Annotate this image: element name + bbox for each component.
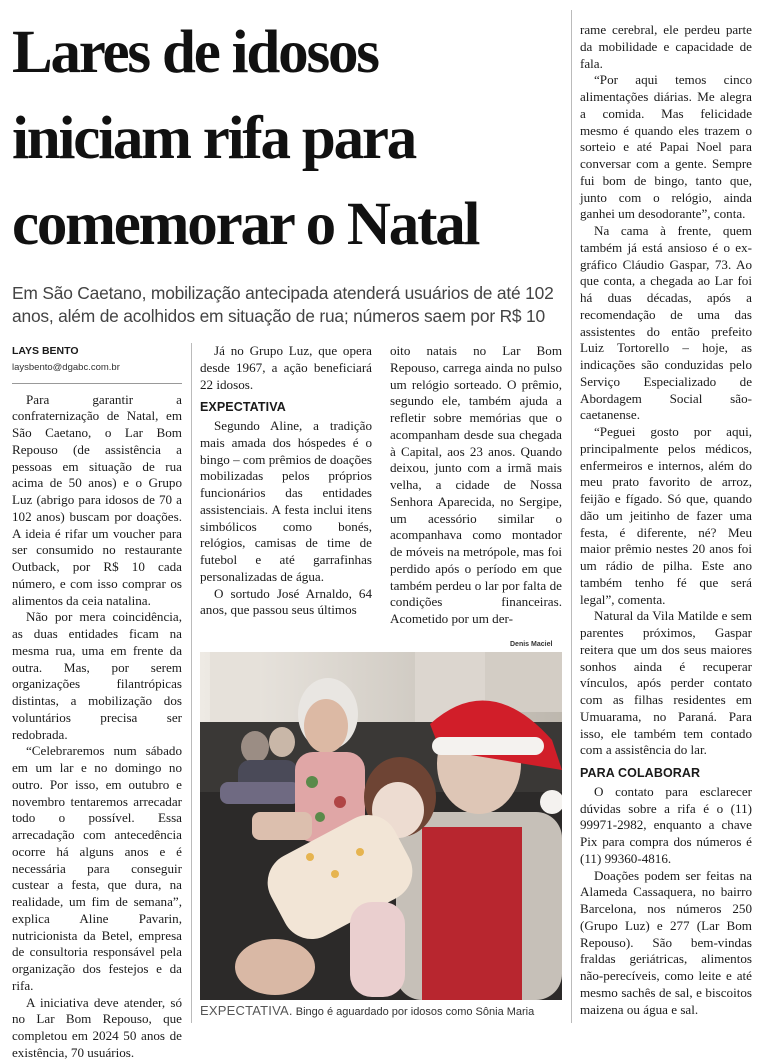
paragraph: “Por aqui temos cinco alimentações diárias. Me alegra a comida. Mas felicidade mesmo é quando eles trazem o sorteio e até Papai Noel para conversar com a gente. Sempre fui bom de bingo, tanto que, junto com o relógio, ainda ganhei um desodorante”, conta. (580, 72, 752, 222)
caption-text: Bingo é aguardado por idosos como Sônia Maria (295, 1006, 535, 1018)
paragraph: oito natais no Lar Bom Repouso, carrega ainda no pulso um relógio sorteado. O prêmio, segundo ele, também ajuda a refletir sobre memórias que o acompanham desde sua chegada à Capital, aos 23 anos. Quando deixou, junto com a irmã mais velha, a cidade de Nossa Senhora Aparecida, no Sergipe, um acessório similar o acompanhava como montador de móveis na metrópole, mas foi perdido após o período em que também perdeu o lar por falta de condições financeiras. Acometido por um der- (390, 343, 562, 626)
paragraph: Natural da Vila Matilde e sem parentes próximos, Gaspar reitera que um dos seus maiores sonhos ainda é recuperar vínculos, após perder contato com as filhas residentes em Umuarama, no Paraná. Para isso, ele também tem contado com a assistência do lar. (580, 608, 752, 758)
paragraph: O contato para esclarecer dúvidas sobre a rifa é o (11) 99971-2982, enquanto a chave Pix para compra dos números é (11) 99360-4816. (580, 783, 752, 866)
headline-line-2: iniciam rifa para (12, 105, 416, 172)
subheadline: Em São Caetano, mobilização antecipada atenderá usuários de até 102 anos, além de acolhidos em situação de rua; números saem por R$ 10 (12, 283, 554, 326)
headline-line-1: Lares de idosos (12, 19, 378, 86)
byline-email[interactable]: laysbento@dgabc.com.br (12, 361, 120, 373)
paragraph: Já no Grupo Luz, que opera desde 1967, a ação beneficiará 22 idosos. (200, 343, 372, 392)
paragraph: Segundo Aline, a tradição mais amada dos hóspedes é o bingo – com prêmios de doações mobilizadas pelos próprios funcionários das entidades assistenciais. A festa inclui itens simbólicos como bonés, relógios, camisas de time de futebol e até garrafinhas personalizadas de água. (200, 418, 372, 584)
paragraph: “Peguei gosto por aqui, principalmente pelos médicos, enfermeiros e internos, além do meu prato favorito de arroz, feijão e fígado. Só que, quando dão um jeitinho de fazer uma festa, é diferente, né? Meu maior prêmio nestes 20 anos foi um rádio de pilha. Este ano também tenho fé que será legal”, comenta. (580, 424, 752, 607)
article-column-3 (390, 343, 562, 628)
article-column-1 (12, 343, 182, 1062)
paragraph: Na cama à frente, quem também já está ansioso é o ex-gráfico Cláudio Gaspar, 73. Ao que conta, a chegada ao Lar foi há duas décadas, após a recomendação de uma das assistentes do então prefeito Luiz Tortorello – hoje, as indicações são conduzidas pelo Serviço Especializado de Abordagem Social são-caetanense. (580, 223, 752, 423)
headline (12, 10, 572, 268)
article-photo (200, 652, 562, 1000)
caption-label: EXPECTATIVA. (200, 1003, 293, 1018)
photo-credit: Denis Maciel (510, 641, 553, 648)
paragraph: A iniciativa deve atender, só no Lar Bom Repouso, que completou em 2024 50 anos de existência, 70 usuários. (12, 994, 182, 1060)
paragraph: Doações podem ser feitas na Alameda Cassaquera, no bairro Barcelona, nos números 250 (Grupo Luz) e 277 (Lar Bom Repouso). São bem-vindas fraldas geriátricas, alimentos não-perecíveis, como leite e até mesmo sachês de sal, e biscoitos maizena ou água e sal. (580, 867, 752, 1017)
article-column-2 (200, 343, 372, 619)
column-divider (571, 10, 572, 1023)
paragraph: rame cerebral, ele perdeu parte da mobilidade e capacidade de fala. (580, 22, 752, 71)
section-heading-para-colaborar: PARA COLABORAR (580, 766, 701, 780)
paragraph: Não por mera coincidência, as duas entidades ficam na mesma rua, uma em frente da outra. Mas, por serem organizações filantrópicas distintas, a mobilização dos voluntários precisa ser redobrada. (12, 609, 182, 742)
photo-illustration (200, 652, 562, 1000)
photo-caption (200, 1003, 565, 1018)
byline-author: LAYS BENTO (12, 345, 79, 357)
byline-divider (12, 383, 182, 384)
paragraph: O sortudo José Arnaldo, 64 anos, que passou seus últimos (200, 585, 372, 618)
headline-line-3: comemorar o Natal (12, 191, 479, 258)
column-divider (191, 343, 192, 1023)
section-heading-expectativa: EXPECTATIVA (200, 400, 286, 415)
paragraph: Para garantir a confraternização de Natal, em São Caetano, o Lar Bom Repouso (de assistência a pessoas em situação de rua acima de 50 anos) e o Grupo Luz (abrigo para idosos de 70 a 102 anos) buscam por doações. A ideia é rifar um voucher para ser consumido no restaurante Outback, por R$ 10 cada número, e com isso comprar os alimentos da ceia natalina. (12, 391, 182, 608)
paragraph: “Celebraremos num sábado em um lar e no domingo no outro. Por isso, em outubro e novembro tentaremos arrecadar todo o possível. Essa arrecadação com antecedência ocorre há alguns anos e é necessária para conseguir custear a festa, que dura, na realidade, um fim de semana”, explica Aline Pavarin, nutricionista da Betel, empresa de consultoria responsável pela organização dos festejos e da rifa. (12, 743, 182, 993)
article-column-4 (580, 22, 752, 1018)
